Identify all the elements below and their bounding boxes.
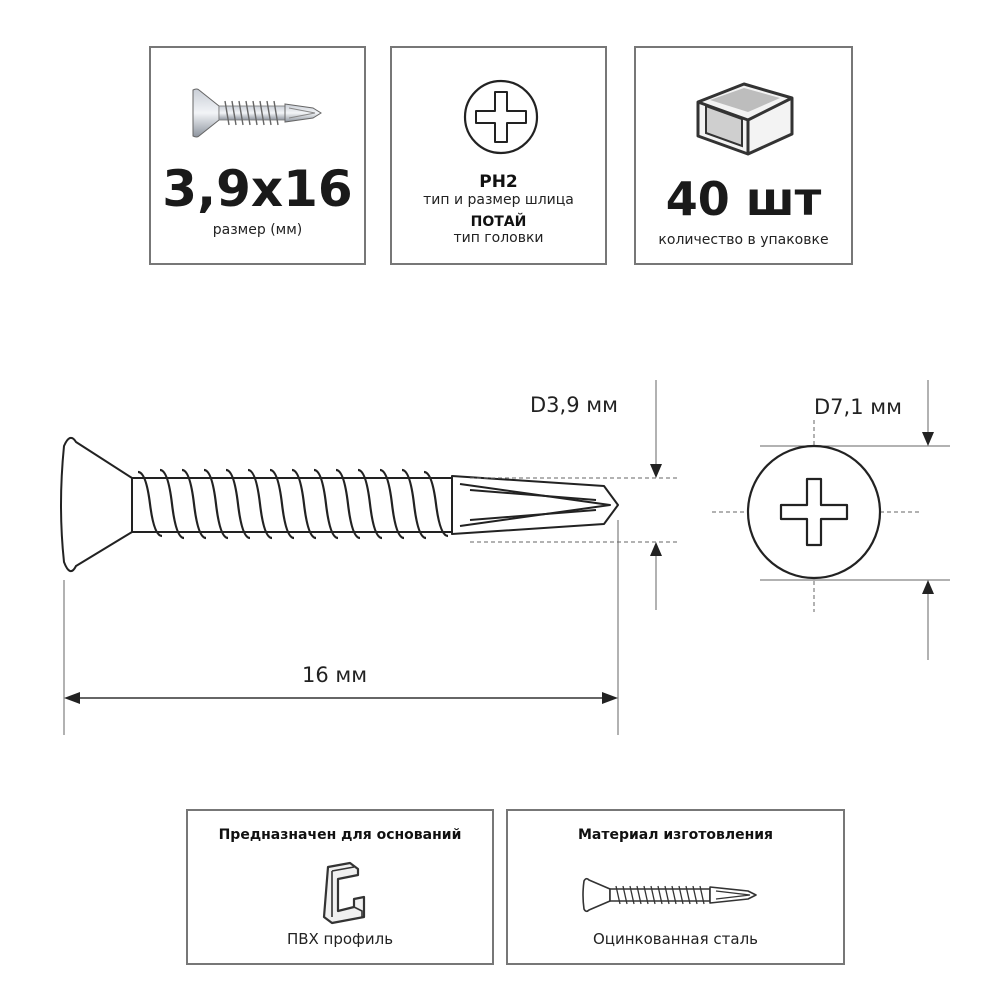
size-card <box>149 46 366 265</box>
size-caption: размер (мм) <box>212 222 303 238</box>
phillips-cross-icon <box>462 78 540 156</box>
box-icon <box>692 70 798 160</box>
quantity-value: 40 шт <box>665 172 822 226</box>
length-label: 16 мм <box>302 663 368 687</box>
quantity-card <box>634 46 853 265</box>
slot-type-value: PH2 <box>479 172 518 192</box>
quantity-caption: количество в упаковке <box>658 232 829 248</box>
screw-drawing <box>0 360 1000 750</box>
head-diameter-label: D7,1 мм <box>814 395 902 419</box>
material-caption: Оцинкованная сталь <box>592 930 759 948</box>
thread-diameter-label: D3,9 мм <box>530 393 618 417</box>
screw-head-top-view <box>748 446 880 578</box>
base-title: Предназначен для оснований <box>218 827 462 843</box>
head-type-value: ПОТАЙ <box>470 214 527 230</box>
screw-side-view <box>61 438 618 571</box>
base-caption: ПВХ профиль <box>286 930 394 948</box>
screw-icon <box>189 84 329 140</box>
head-type-caption: тип головки <box>453 230 544 246</box>
slot-card <box>390 46 607 265</box>
material-card <box>506 809 845 965</box>
screw-icon <box>580 875 760 915</box>
pvc-profile-icon <box>318 861 368 927</box>
base-card <box>186 809 494 965</box>
size-value: 3,9x16 <box>162 160 353 218</box>
slot-type-caption: тип и размер шлица <box>423 192 574 208</box>
material-title: Материал изготовления <box>577 827 774 843</box>
